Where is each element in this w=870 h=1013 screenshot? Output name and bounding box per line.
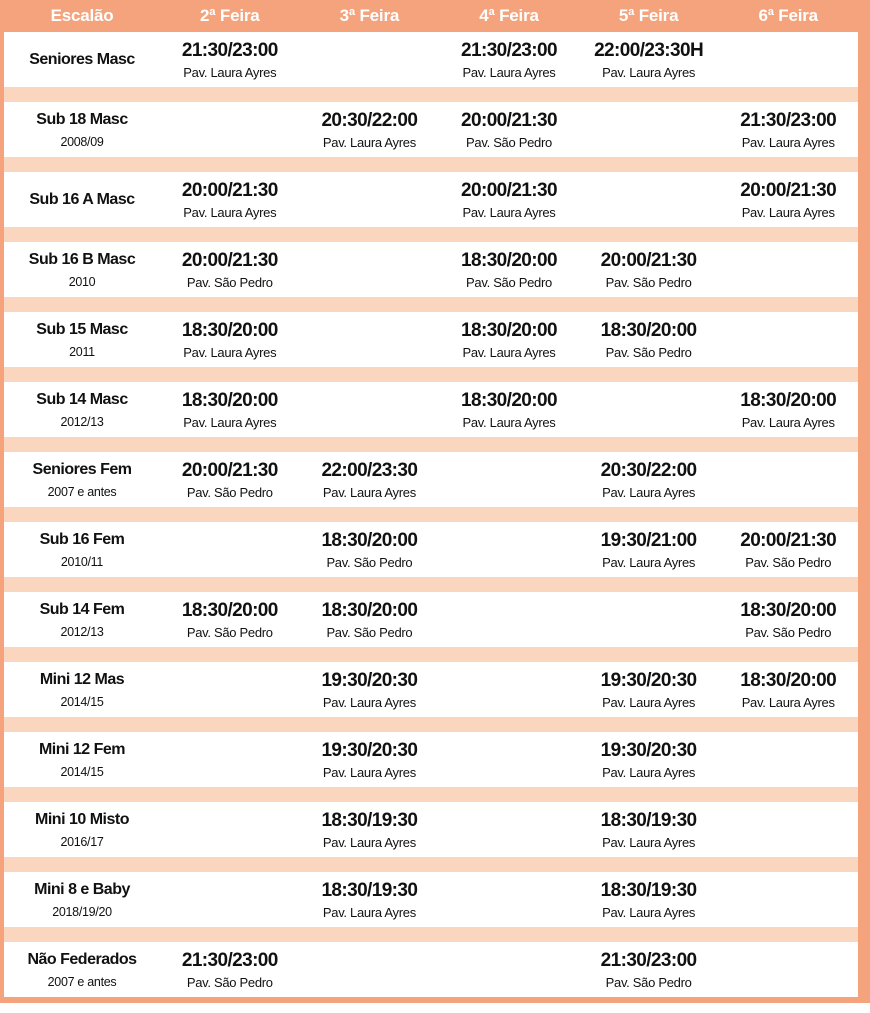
session-venue: Pav. Laura Ayres <box>741 134 835 150</box>
session-time: 21:30/23:00 <box>461 39 557 61</box>
table-row <box>4 802 858 857</box>
day-cell-feira-5 <box>579 382 719 437</box>
session-venue: Pav. Laura Ayres <box>183 204 277 220</box>
session-time: 18:30/20:00 <box>461 319 557 341</box>
session-venue: Pav. São Pedro <box>605 974 692 990</box>
table-row <box>4 872 858 927</box>
session-time: 18:30/19:30 <box>321 879 418 901</box>
table-body <box>0 32 870 1003</box>
escalao-cell <box>4 592 160 647</box>
session-venue: Pav. Laura Ayres <box>183 64 277 80</box>
session-time: 21:30/23:00 <box>600 949 697 971</box>
escalao-cell <box>4 802 160 857</box>
escalao-cell <box>4 872 160 927</box>
session-time: 21:30/23:00 <box>181 949 278 971</box>
session-time: 21:30/23:00 <box>740 109 837 131</box>
session-time: 19:30/20:30 <box>600 669 697 691</box>
session-venue: Pav. São Pedro <box>186 274 273 290</box>
escalao-cell <box>4 382 160 437</box>
session-time: 20:00/21:30 <box>740 179 837 201</box>
day-cell-feira-4 <box>439 172 579 227</box>
table-header-row <box>0 0 870 32</box>
session-venue: Pav. Laura Ayres <box>322 484 416 500</box>
session-time: 21:30/23:00 <box>181 39 278 61</box>
row-separator <box>4 647 858 662</box>
row-separator <box>4 437 858 452</box>
row-separator <box>4 577 858 592</box>
row-subtitle: 2018/19/20 <box>52 904 112 919</box>
table-row <box>4 312 858 367</box>
session-venue: Pav. São Pedro <box>745 554 832 570</box>
session-time: 18:30/19:30 <box>600 809 697 831</box>
day-cell-feira-4 <box>439 32 579 87</box>
session-time: 18:30/20:00 <box>461 389 557 411</box>
table-row <box>4 382 858 437</box>
session-venue: Pav. São Pedro <box>186 974 273 990</box>
day-cell-feira-5 <box>579 592 719 647</box>
session-venue: Pav. São Pedro <box>466 134 552 150</box>
day-cell-feira-2 <box>160 312 300 367</box>
row-label: Seniores Masc <box>29 51 135 68</box>
escalao-cell <box>4 522 160 577</box>
row-subtitle: 2014/15 <box>60 764 104 779</box>
escalao-cell <box>4 452 160 507</box>
session-venue: Pav. Laura Ayres <box>322 764 416 780</box>
row-separator <box>4 367 858 382</box>
day-cell-feira-6 <box>718 242 858 297</box>
session-venue: Pav. Laura Ayres <box>183 414 277 430</box>
session-venue: Pav. Laura Ayres <box>462 204 556 220</box>
table-bottom-border <box>4 997 858 1003</box>
session-time: 18:30/20:00 <box>181 599 278 621</box>
row-label: Sub 16 A Masc <box>29 191 135 208</box>
session-time: 20:00/21:30 <box>181 249 278 271</box>
escalao-cell <box>4 242 160 297</box>
row-subtitle: 2007 e antes <box>47 484 117 499</box>
day-cell-feira-3 <box>300 802 440 857</box>
day-cell-feira-2 <box>160 732 300 787</box>
day-cell-feira-3 <box>300 172 440 227</box>
table-row <box>4 452 858 507</box>
day-cell-feira-6 <box>718 662 858 717</box>
session-time: 20:30/22:00 <box>600 459 697 481</box>
session-venue: Pav. São Pedro <box>605 344 692 360</box>
row-label: Sub 15 Masc <box>36 320 128 338</box>
session-time: 18:30/20:00 <box>181 389 278 411</box>
table-row <box>4 32 858 87</box>
day-cell-feira-2 <box>160 592 300 647</box>
row-label: Não Federados <box>27 950 137 968</box>
day-cell-feira-2 <box>160 382 300 437</box>
session-venue: Pav. Laura Ayres <box>602 694 696 710</box>
column-header-feira-2: 2ª Feira <box>200 6 260 25</box>
column-header-feira-4: 4ª Feira <box>479 6 539 25</box>
day-cell-feira-6 <box>718 942 858 997</box>
session-venue: Pav. Laura Ayres <box>462 344 556 360</box>
row-subtitle: 2007 e antes <box>47 974 117 989</box>
row-subtitle: 2014/15 <box>60 694 104 709</box>
session-time: 19:30/21:00 <box>600 529 697 551</box>
day-cell-feira-6 <box>718 452 858 507</box>
session-time: 18:30/20:00 <box>321 599 418 621</box>
session-venue: Pav. Laura Ayres <box>602 554 696 570</box>
session-venue: Pav. São Pedro <box>326 554 413 570</box>
session-venue: Pav. Laura Ayres <box>741 414 835 430</box>
table-row <box>4 102 858 157</box>
escalao-cell <box>4 172 160 227</box>
row-separator <box>4 297 858 312</box>
row-label: Mini 12 Mas <box>39 670 125 688</box>
row-separator <box>4 227 858 242</box>
row-subtitle: 2011 <box>69 344 95 359</box>
day-cell-feira-3 <box>300 382 440 437</box>
day-cell-feira-3 <box>300 592 440 647</box>
escalao-cell <box>4 662 160 717</box>
day-cell-feira-5 <box>579 172 719 227</box>
day-cell-feira-6 <box>718 172 858 227</box>
day-cell-feira-5 <box>579 662 719 717</box>
row-separator <box>4 507 858 522</box>
escalao-cell <box>4 312 160 367</box>
day-cell-feira-2 <box>160 32 300 87</box>
column-header-feira-3: 3ª Feira <box>339 6 400 25</box>
row-separator <box>4 787 858 802</box>
day-cell-feira-6 <box>718 732 858 787</box>
day-cell-feira-4 <box>439 312 579 367</box>
session-time: 20:00/21:30 <box>181 459 278 481</box>
day-cell-feira-5 <box>579 242 719 297</box>
column-header-feira-5: 5ª Feira <box>618 6 679 25</box>
day-cell-feira-5 <box>579 732 719 787</box>
row-subtitle: 2016/17 <box>60 834 104 849</box>
day-cell-feira-5 <box>579 872 719 927</box>
session-venue: Pav. Laura Ayres <box>322 694 416 710</box>
session-venue: Pav. Laura Ayres <box>602 64 696 80</box>
day-cell-feira-3 <box>300 452 440 507</box>
row-label: Mini 8 e Baby <box>34 880 130 898</box>
day-cell-feira-2 <box>160 452 300 507</box>
session-venue: Pav. Laura Ayres <box>741 694 835 710</box>
session-time: 18:30/20:00 <box>740 599 837 621</box>
day-cell-feira-4 <box>439 522 579 577</box>
session-venue: Pav. Laura Ayres <box>322 904 416 920</box>
session-time: 18:30/20:00 <box>740 389 837 411</box>
row-label: Sub 16 Fem <box>39 530 125 548</box>
day-cell-feira-6 <box>718 32 858 87</box>
session-venue: Pav. Laura Ayres <box>322 134 416 150</box>
day-cell-feira-2 <box>160 872 300 927</box>
session-time: 18:30/19:30 <box>321 809 418 831</box>
day-cell-feira-4 <box>439 102 579 157</box>
day-cell-feira-6 <box>718 872 858 927</box>
row-label: Seniores Fem <box>32 460 132 478</box>
session-time: 19:30/20:30 <box>321 739 418 761</box>
session-time: 22:00/23:30 <box>321 459 418 481</box>
day-cell-feira-6 <box>718 382 858 437</box>
session-time: 20:00/21:30 <box>181 179 278 201</box>
day-cell-feira-2 <box>160 102 300 157</box>
escalao-cell <box>4 942 160 997</box>
session-time: 18:30/20:00 <box>740 669 837 691</box>
row-label: Sub 14 Masc <box>36 390 128 408</box>
session-time: 18:30/20:00 <box>461 249 557 271</box>
session-venue: Pav. Laura Ayres <box>183 344 277 360</box>
session-time: 18:30/19:30 <box>600 879 697 901</box>
day-cell-feira-5 <box>579 522 719 577</box>
row-label: Sub 18 Masc <box>36 110 128 128</box>
row-separator <box>4 87 858 102</box>
day-cell-feira-4 <box>439 382 579 437</box>
day-cell-feira-6 <box>718 592 858 647</box>
day-cell-feira-5 <box>579 102 719 157</box>
escalao-cell <box>4 102 160 157</box>
session-venue: Pav. Laura Ayres <box>322 834 416 850</box>
row-separator <box>4 157 858 172</box>
day-cell-feira-4 <box>439 662 579 717</box>
session-time: 20:00/21:30 <box>740 529 837 551</box>
session-time: 20:00/21:30 <box>600 249 697 271</box>
day-cell-feira-6 <box>718 802 858 857</box>
day-cell-feira-2 <box>160 172 300 227</box>
session-venue: Pav. São Pedro <box>186 484 273 500</box>
day-cell-feira-6 <box>718 102 858 157</box>
row-label: Sub 16 B Masc <box>28 250 136 268</box>
session-time: 18:30/20:00 <box>321 529 418 551</box>
row-separator <box>4 857 858 872</box>
row-label: Mini 10 Misto <box>35 810 129 828</box>
day-cell-feira-5 <box>579 312 719 367</box>
day-cell-feira-5 <box>579 802 719 857</box>
row-subtitle: 2012/13 <box>60 414 104 429</box>
day-cell-feira-2 <box>160 942 300 997</box>
row-label: Mini 12 Fem <box>38 740 126 758</box>
row-subtitle: 2012/13 <box>60 624 104 639</box>
table-row <box>4 732 858 787</box>
day-cell-feira-2 <box>160 802 300 857</box>
escalao-cell <box>4 32 160 87</box>
session-time: 18:30/20:00 <box>600 319 697 341</box>
day-cell-feira-4 <box>439 732 579 787</box>
session-time: 19:30/20:30 <box>600 739 697 761</box>
day-cell-feira-3 <box>300 312 440 367</box>
session-venue: Pav. Laura Ayres <box>602 484 696 500</box>
session-venue: Pav. São Pedro <box>186 624 273 640</box>
day-cell-feira-6 <box>718 312 858 367</box>
session-venue: Pav. Laura Ayres <box>602 764 696 780</box>
row-separator <box>4 927 858 942</box>
day-cell-feira-4 <box>439 242 579 297</box>
table-row <box>4 662 858 717</box>
session-time: 18:30/20:00 <box>181 319 278 341</box>
row-subtitle: 2010/11 <box>60 554 104 569</box>
day-cell-feira-5 <box>579 452 719 507</box>
day-cell-feira-6 <box>718 522 858 577</box>
day-cell-feira-4 <box>439 802 579 857</box>
session-venue: Pav. São Pedro <box>605 274 692 290</box>
column-header-feira-6: 6ª Feira <box>758 6 818 25</box>
day-cell-feira-2 <box>160 662 300 717</box>
day-cell-feira-3 <box>300 242 440 297</box>
session-venue: Pav. Laura Ayres <box>602 834 696 850</box>
row-subtitle: 2008/09 <box>60 134 104 149</box>
day-cell-feira-4 <box>439 452 579 507</box>
escalao-cell <box>4 732 160 787</box>
session-time: 19:30/20:30 <box>321 669 418 691</box>
column-header-escalao: Escalão <box>50 6 114 25</box>
day-cell-feira-3 <box>300 102 440 157</box>
session-time: 20:30/22:00 <box>321 109 418 131</box>
session-time: 20:00/21:30 <box>461 179 557 201</box>
table-row <box>4 172 858 227</box>
session-venue: Pav. Laura Ayres <box>741 204 835 220</box>
day-cell-feira-2 <box>160 242 300 297</box>
session-venue: Pav. Laura Ayres <box>602 904 696 920</box>
day-cell-feira-2 <box>160 522 300 577</box>
table-row <box>4 592 858 647</box>
table-row <box>4 242 858 297</box>
day-cell-feira-3 <box>300 522 440 577</box>
day-cell-feira-3 <box>300 732 440 787</box>
day-cell-feira-3 <box>300 942 440 997</box>
table-row <box>4 942 858 997</box>
session-venue: Pav. Laura Ayres <box>462 414 556 430</box>
row-separator <box>4 717 858 732</box>
table-row <box>4 522 858 577</box>
session-time: 20:00/21:30 <box>461 109 557 131</box>
day-cell-feira-4 <box>439 872 579 927</box>
day-cell-feira-5 <box>579 32 719 87</box>
row-subtitle: 2010 <box>68 274 96 289</box>
day-cell-feira-4 <box>439 592 579 647</box>
day-cell-feira-3 <box>300 872 440 927</box>
day-cell-feira-5 <box>579 942 719 997</box>
session-venue: Pav. São Pedro <box>326 624 413 640</box>
session-venue: Pav. São Pedro <box>745 624 832 640</box>
day-cell-feira-3 <box>300 662 440 717</box>
session-time: 22:00/23:30H <box>594 39 704 61</box>
row-label: Sub 14 Fem <box>39 600 125 618</box>
day-cell-feira-3 <box>300 32 440 87</box>
session-venue: Pav. São Pedro <box>466 274 552 290</box>
day-cell-feira-4 <box>439 942 579 997</box>
session-venue: Pav. Laura Ayres <box>462 64 556 80</box>
